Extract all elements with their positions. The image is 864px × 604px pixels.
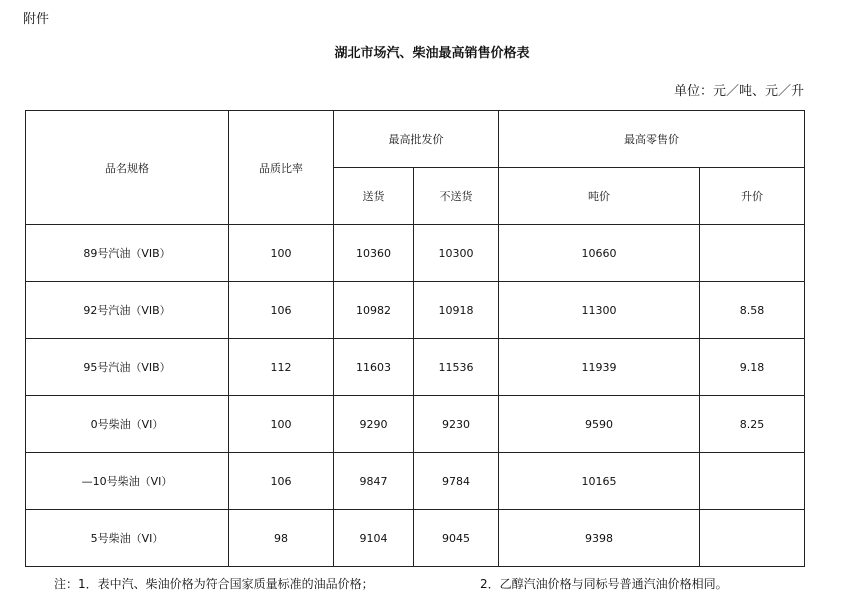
table-row bbox=[26, 510, 805, 567]
header-quality-ratio: 品质比率 bbox=[229, 111, 334, 225]
header-wholesale-not-delivered: 不送货 bbox=[414, 168, 499, 225]
product-name: 5号柴油（VI） bbox=[26, 510, 229, 567]
quality-ratio: 106 bbox=[229, 453, 334, 510]
wholesale-delivered: 11603 bbox=[334, 339, 414, 396]
table-row bbox=[26, 396, 805, 453]
quality-ratio: 100 bbox=[229, 396, 334, 453]
wholesale-delivered: 10982 bbox=[334, 282, 414, 339]
wholesale-delivered: 9290 bbox=[334, 396, 414, 453]
product-name: —10号柴油（VI） bbox=[26, 453, 229, 510]
wholesale-not-delivered: 9045 bbox=[414, 510, 499, 567]
retail-per-ton: 11939 bbox=[499, 339, 700, 396]
table-row bbox=[26, 225, 805, 282]
product-name: 0号柴油（VI） bbox=[26, 396, 229, 453]
retail-per-liter: 8.58 bbox=[700, 282, 805, 339]
quality-ratio: 112 bbox=[229, 339, 334, 396]
header-retail-per-ton: 吨价 bbox=[499, 168, 700, 225]
wholesale-not-delivered: 11536 bbox=[414, 339, 499, 396]
retail-per-liter bbox=[700, 510, 805, 567]
header-retail-per-liter: 升价 bbox=[700, 168, 805, 225]
header-retail: 最高零售价 bbox=[499, 111, 805, 168]
table-row bbox=[26, 339, 805, 396]
retail-per-liter bbox=[700, 453, 805, 510]
wholesale-not-delivered: 10300 bbox=[414, 225, 499, 282]
header-product: 品名规格 bbox=[26, 111, 229, 225]
price-table bbox=[25, 110, 805, 567]
retail-per-ton: 11300 bbox=[499, 282, 700, 339]
footnote-1: 注：1．表中汽、柴油价格为符合国家质量标准的油品价格； bbox=[54, 577, 374, 591]
retail-per-ton: 10165 bbox=[499, 453, 700, 510]
wholesale-not-delivered: 10918 bbox=[414, 282, 499, 339]
quality-ratio: 98 bbox=[229, 510, 334, 567]
page-title: 湖北市场汽、柴油最高销售价格表 bbox=[334, 46, 530, 61]
retail-per-liter: 9.18 bbox=[700, 339, 805, 396]
retail-per-ton: 9398 bbox=[499, 510, 700, 567]
header-wholesale-delivered: 送货 bbox=[334, 168, 414, 225]
product-name: 95号汽油（VIB） bbox=[26, 339, 229, 396]
retail-per-ton: 10660 bbox=[499, 225, 700, 282]
table-row bbox=[26, 282, 805, 339]
product-name: 92号汽油（VIB） bbox=[26, 282, 229, 339]
retail-per-liter: 8.25 bbox=[700, 396, 805, 453]
product-name: 89号汽油（VIB） bbox=[26, 225, 229, 282]
wholesale-delivered: 9847 bbox=[334, 453, 414, 510]
retail-per-ton: 9590 bbox=[499, 396, 700, 453]
wholesale-not-delivered: 9230 bbox=[414, 396, 499, 453]
wholesale-delivered: 9104 bbox=[334, 510, 414, 567]
retail-per-liter bbox=[700, 225, 805, 282]
table-row bbox=[26, 453, 805, 510]
footnote-2: 2．乙醇汽油价格与同标号普通汽油价格相同。 bbox=[480, 577, 728, 591]
wholesale-not-delivered: 9784 bbox=[414, 453, 499, 510]
price-table-body bbox=[26, 111, 805, 567]
header-wholesale: 最高批发价 bbox=[334, 111, 499, 168]
header-row-1 bbox=[26, 111, 805, 168]
wholesale-delivered: 10360 bbox=[334, 225, 414, 282]
attachment-label: 附件 bbox=[23, 12, 50, 27]
quality-ratio: 106 bbox=[229, 282, 334, 339]
quality-ratio: 100 bbox=[229, 225, 334, 282]
unit-label: 单位：元／吨、元／升 bbox=[673, 84, 804, 99]
